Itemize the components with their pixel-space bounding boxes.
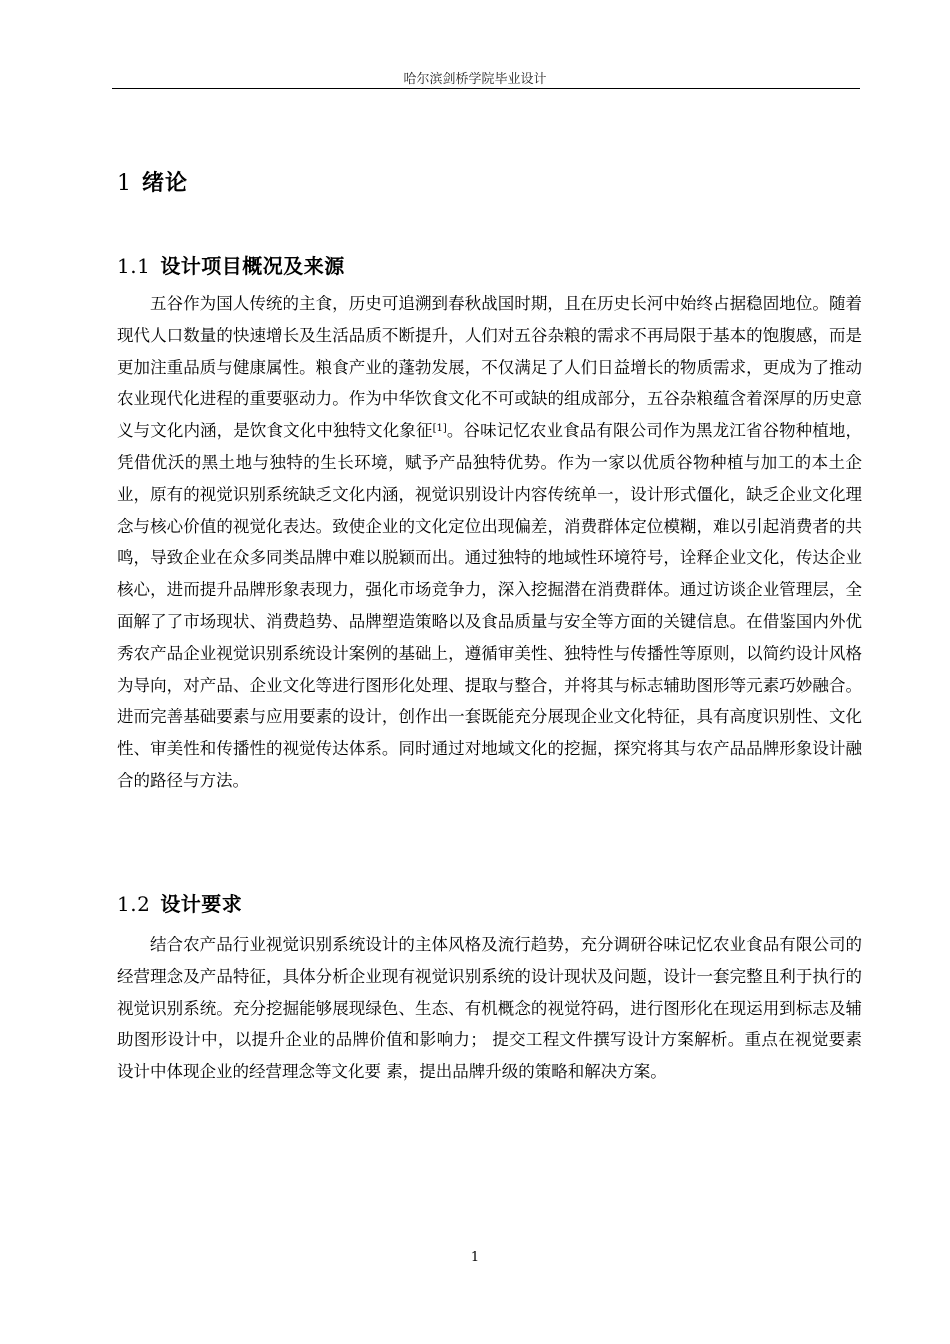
section-number: 1.1	[117, 254, 151, 278]
section-number: 1.2	[117, 892, 151, 916]
chapter-title: 绪论	[142, 170, 189, 196]
paragraph-text: 五谷作为国人传统的主食，历史可追溯到春秋战国时期，且在历史长河中始终占据稳固地位。随着现代人口数量的快速增长及生活品质不断提升，人们对五谷杂粮的需求不再局限于基本的饱腹感，而是更加注重品质与健康属性。粮食产业的蓬勃发展，不仅满足了人们日益增长的物质需求，更成为了推动农业现代化进程的重要驱动力。作为中华饮食文化不可或缺的组成部分，五谷杂粮蕴含着深厚的历史意义与文化内涵，是饮食文化中独特文化象征	[117, 294, 862, 441]
section-heading-1-1	[117, 250, 345, 279]
chapter-number: 1	[117, 171, 132, 196]
chapter-heading	[117, 166, 188, 197]
page-number: 1	[470, 1250, 480, 1265]
citation-reference[interactable]: [1]	[432, 423, 447, 435]
page-header-title: 哈尔滨剑桥学院毕业设计	[403, 72, 547, 87]
section-title: 设计项目概况及来源	[160, 254, 345, 278]
header-divider	[112, 88, 860, 89]
section-title: 设计要求	[160, 892, 243, 916]
section-heading-1-2	[117, 888, 242, 917]
paragraph-text-continued: 。谷味记忆农业食品有限公司作为黑龙江省谷物种植地，凭借优沃的黑土地与独特的生长环境，赋予产品独特优势。作为一家以优质谷物种植与加工的本土企业，原有的视觉识别系统缺乏文化内涵，视觉识别设计内容传统单一，设计形式僵化，缺乏企业文化理念与核心价值的视觉化表达。致使企业的文化定位出现偏差，消费群体定位模糊，难以引起消费者的共鸣，导致企业在众多同类品牌中难以脱颖而出。通过独特的地域性环境符号，诠释企业文化，传达企业核心，进而提升品牌形象表现力，强化市场竞争力，深入挖掘潜在消费群体。通过访谈企业管理层，全面解了了市场现状、消费趋势、品牌塑造策略以及食品质量与安全等方面的关键信息。在借鉴国内外优秀农产品企业视觉识别系统设计案例的基础上，遵循审美性、独特性与传播性等原则，以简约设计风格为导向，对产品、企业文化等进行图形化处理、提取与整合，并将其与标志辅助图形等元素巧妙融合。进而完善基础要素与应用要素的设计，创作出一套既能充分展现企业文化特征，具有高度识别性、文化性、审美性和传播性的视觉传达体系。同时通过对地域文化的挖掘，探究将其与农产品品牌形象设计融合的路径与方法。	[117, 421, 863, 790]
section-1-2-paragraph: 结合农产品行业视觉识别系统设计的主体风格及流行趋势，充分调研谷味记忆农业食品有限公司的经营理念及产品特征，具体分析企业现有视觉识别系统的设计现状及问题，设计一套完整且利于执行的视觉识别系统。充分挖掘能够展现绿色、生态、有机概念的视觉符码，进行图形化在现运用到标志及辅助图形设计中，以提升企业的品牌价值和影响力； 提交工程文件撰写设计方案解析。重点在视觉要素设计中体现企业的经营理念等文化要 素，提出品牌升级的策略和解决方案。	[117, 935, 862, 1082]
section-1-1-paragraph	[117, 288, 862, 797]
